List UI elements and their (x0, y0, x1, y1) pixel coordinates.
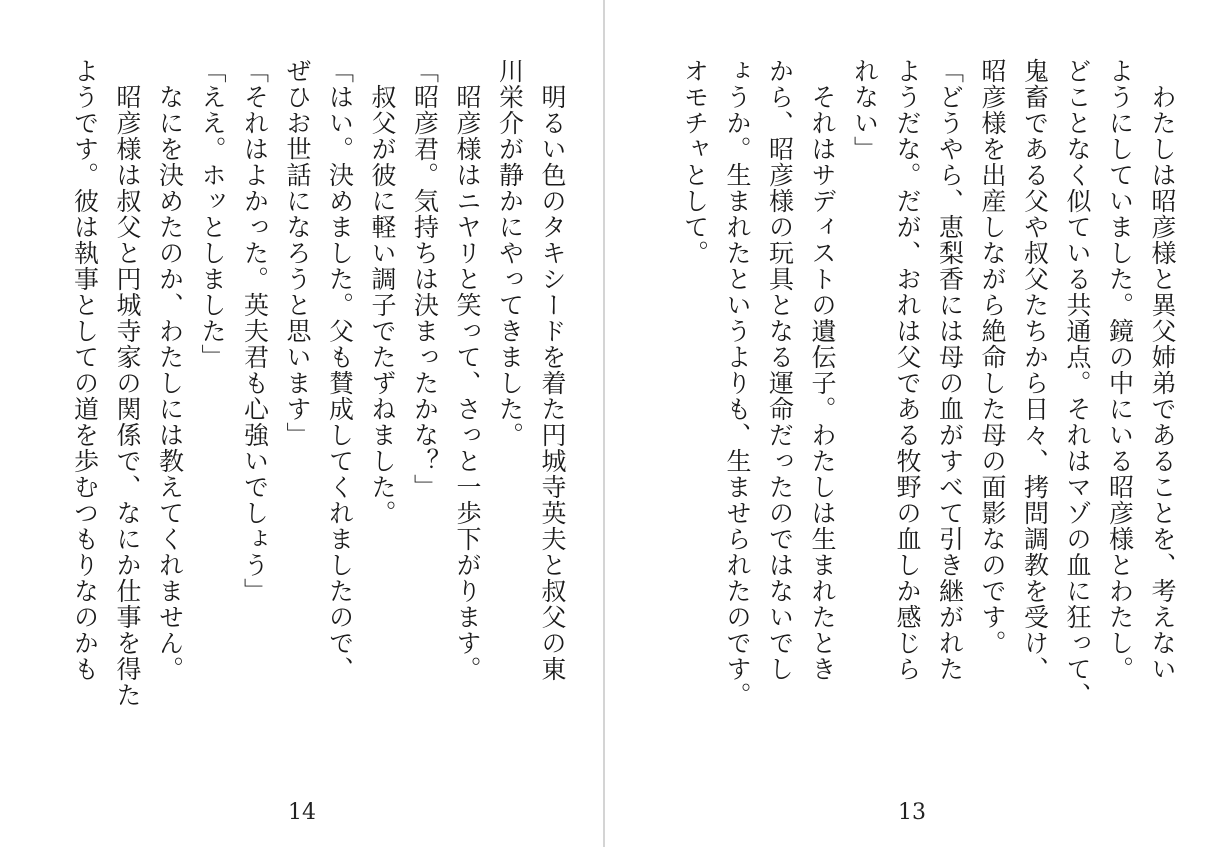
text-column: 鬼畜である父や叔父たちから日々、拷問調教を受け、 (1020, 58, 1050, 682)
text-column: ようです。彼は執事としての道を歩むつもりなのかも (70, 58, 100, 682)
page-number-left: 14 (288, 800, 316, 825)
right-page (605, 0, 1205, 847)
text-column: 「昭彦君。気持ちは決まったかな？」 (410, 58, 440, 500)
text-column: ぜひお世話になろうと思います」 (283, 58, 312, 448)
text-column: 川栄介が静かにやってきました。 (495, 58, 525, 448)
right-page-text (643, 58, 1183, 758)
text-column: から、昭彦様の玩具となる運命だったのではないでし (765, 58, 795, 682)
text-column: 「それはよかった。英夫君も心強いでしょう」 (240, 58, 270, 604)
text-column: なにを決めたのか、わたしには教えてくれません。 (155, 58, 185, 682)
text-column: 昭彦様はニヤリと笑って、さっと一歩下がります。 (453, 58, 482, 682)
text-column: わたしは昭彦様と異父姉弟であることを、考えない (1148, 58, 1177, 682)
text-column: れない」 (850, 58, 880, 162)
text-column: ょうか。生まれたというよりも、生ませられたのです。 (723, 58, 752, 708)
text-column: 「はい。決めました。父も賛成してくれましたので、 (325, 58, 355, 682)
text-column: 「どうやら、恵梨香には母の血がすべて引き継がれた (935, 58, 965, 682)
text-column: 「ええ。ホッとしました」 (198, 58, 227, 370)
text-column: どことなく似ている共通点。それはマゾの血に狂って、 (1063, 58, 1092, 708)
text-column: 昭彦様を出産しながら絶命した母の面影なのです。 (978, 58, 1007, 656)
text-column: 叔父が彼に軽い調子でたずねました。 (368, 58, 397, 526)
text-column: それはサディストの遺伝子。わたしは生まれたとき (808, 58, 837, 682)
text-column: オモチャとして。 (680, 58, 710, 266)
text-column: ようだな。だが、おれは父である牧野の血しか感じら (893, 58, 922, 682)
text-column: 昭彦様は叔父と円城寺家の関係で、なにか仕事を得た (113, 58, 142, 708)
text-column: 明るい色のタキシードを着た円城寺英夫と叔父の東 (538, 58, 567, 682)
page-number-right: 13 (898, 800, 926, 825)
text-column: ようにしていました。鏡の中にいる昭彦様とわたし。 (1105, 58, 1135, 682)
left-page-text (63, 58, 573, 758)
